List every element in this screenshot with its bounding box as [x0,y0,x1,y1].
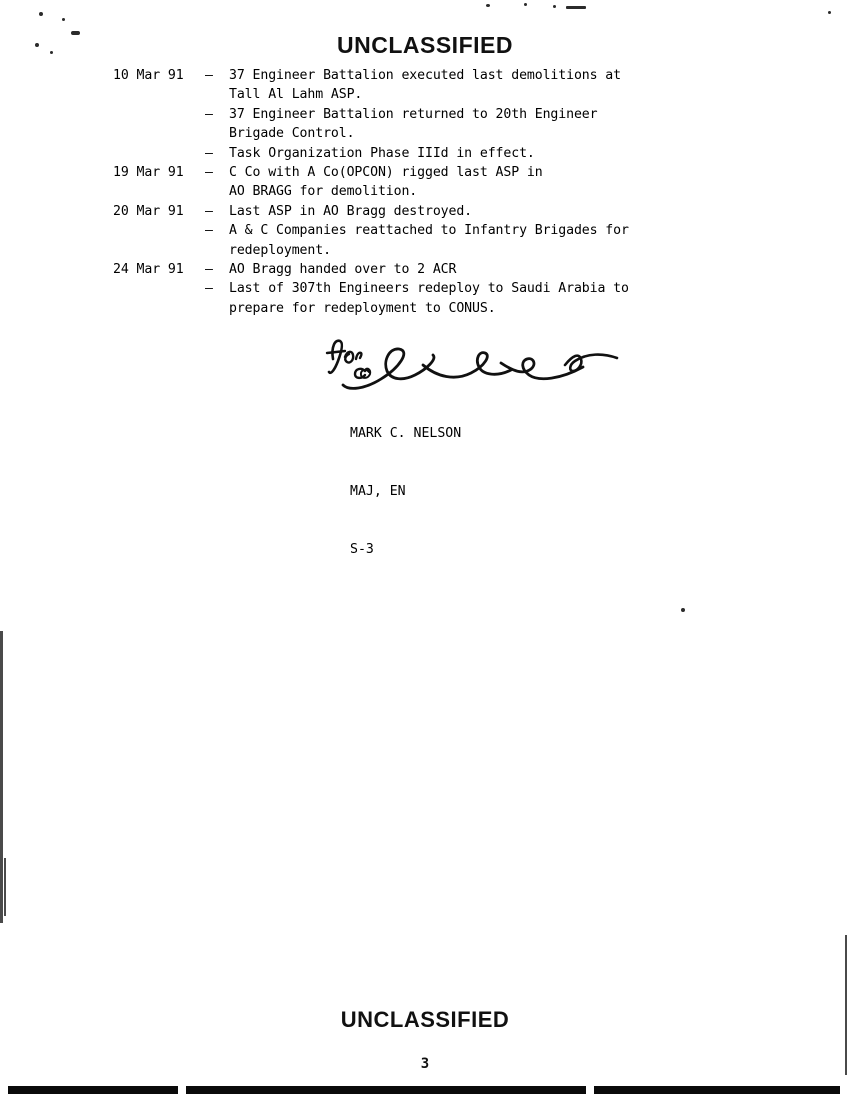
entry-dash-spacer [205,182,229,201]
chronology-entry [113,163,713,202]
entry-text: 37 Engineer Battalion executed last demolitions at [229,68,621,83]
entry-date-spacer [113,182,205,201]
classification-banner-bottom: UNCLASSIFIED [340,1007,510,1032]
scan-speck [39,12,43,16]
chronology-line [113,144,713,163]
scan-speck [553,5,556,8]
chronology-line [113,202,713,221]
chronology-entry [113,279,713,318]
scan-bottom-bar [0,1083,850,1097]
entry-text: prepare for redeployment to CONUS. [229,300,496,316]
entry-text: C Co with A Co(OPCON) rigged last ASP in [229,165,543,181]
scan-speck [681,608,685,612]
entry-date: 20 Mar 91 [113,203,184,219]
entry-text: AO Bragg handed over to 2 ACR [229,262,457,278]
chronology-line [113,124,713,143]
entry-text: Last ASP in AO Bragg destroyed. [229,203,473,219]
scan-edge-streak [0,631,3,923]
chronology-entry [113,221,713,260]
chronology-line [113,182,713,201]
chronology-entry [113,105,713,144]
signature-block [325,325,655,558]
entry-dash-spacer [205,241,229,260]
entry-text: A & C Companies reattached to Infantry Brigades for [229,223,629,239]
chronology-entry [113,260,713,279]
scan-speck [486,4,490,7]
scan-bar-segment [594,1086,840,1094]
signer-details [350,385,461,598]
entry-date: 10 Mar 91 [113,68,184,83]
entry-date: 24 Mar 91 [113,262,184,278]
signer-position: S-3 [350,542,374,558]
entry-dash: — [205,203,213,219]
chronology-entry [113,66,713,105]
scan-speck [62,18,65,21]
chronology-line [113,105,713,124]
scan-speck [566,6,586,9]
entry-date: 19 Mar 91 [113,165,184,181]
entry-dash: — [205,145,213,161]
entry-text: Task Organization Phase IIId in effect. [229,145,535,161]
chronology-line [113,241,713,260]
entry-dash: — [205,165,213,181]
chronology-line [113,85,713,104]
entry-dash-spacer [205,85,229,104]
entry-date-spacer [113,241,205,260]
entry-dash: — [205,106,213,122]
chronology-line [113,279,713,298]
chronology-list [113,66,713,318]
signer-name: MARK C. NELSON [350,425,462,441]
entry-dash-spacer [205,124,229,143]
entry-date-spacer [113,124,205,143]
entry-dash: — [205,281,213,297]
entry-date-spacer [113,85,205,104]
entry-text: Brigade Control. [229,126,355,142]
page-number: 3 [420,1056,430,1072]
chronology-line [113,66,713,85]
chronology-line [113,221,713,240]
entry-text: AO BRAGG for demolition. [229,184,418,200]
entry-dash: — [205,68,213,83]
scan-bar-segment [186,1086,586,1094]
scan-speck [524,3,527,6]
chronology-line [113,260,713,279]
chronology-line [113,163,713,182]
chronology-line [113,299,713,318]
entry-dash: — [205,223,213,239]
entry-text: Tall Al Lahm ASP. [229,87,363,103]
scan-edge-streak [845,935,847,1075]
entry-text: redeployment. [229,242,331,258]
entry-date-spacer [113,299,205,318]
classification-banner-top: UNCLASSIFIED [337,32,513,58]
entry-dash: — [205,262,213,278]
scan-bar-segment [8,1086,178,1094]
chronology-entry [113,202,713,221]
entry-text: Last of 307th Engineers redeploy to Saudi Arabia to [229,281,629,297]
entry-text: 37 Engineer Battalion returned to 20th Engineer [229,106,598,122]
chronology-entry [113,144,713,163]
signer-rank: MAJ, EN [350,484,406,500]
scan-speck [828,11,831,14]
entry-dash-spacer [205,299,229,318]
scan-edge-streak [4,858,6,916]
